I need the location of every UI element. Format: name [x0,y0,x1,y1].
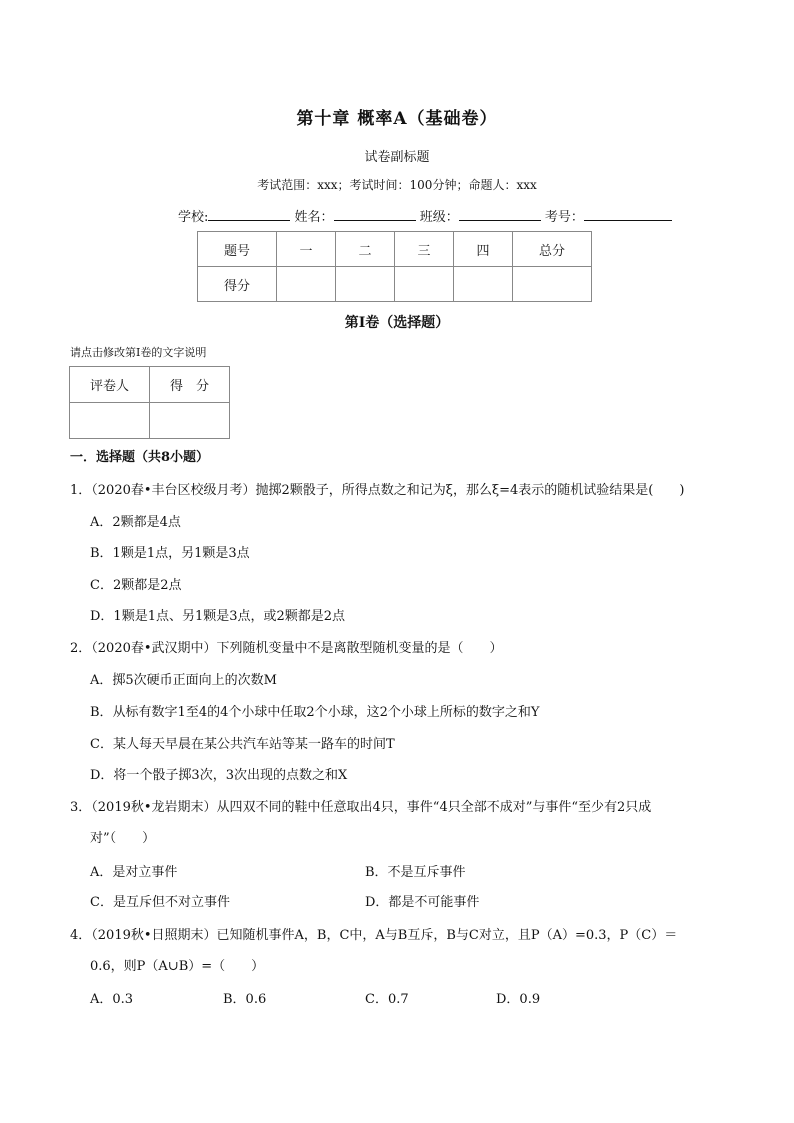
question-4-stem-line2: 0.6，则P（A∪B）=（ ） [90,959,265,974]
question-1-option-d: D．1颗是1点、另1颗是3点，或2颗都是2点 [90,609,346,624]
question-3-option-a: A．是对立事件 [90,865,178,880]
exam-info: 考试范围：xxx；考试时间：100分钟；命题人：xxx [257,178,537,192]
question-1-stem: 1．（2020春•丰台区校级月考）抛掷2颗骰子，所得点数之和记为ξ，那么ξ=4表示的随机试验结果是( ) [70,483,685,498]
score-header-cell: 题号 [198,232,277,267]
number-blank[interactable] [584,208,672,221]
part-heading: 一．选择题（共8小题） [70,450,210,465]
score-header-cell: 二 [336,232,395,267]
paper-subtitle: 试卷副标题 [364,150,430,165]
score-cell[interactable] [454,267,513,302]
question-2-option-b: B．从标有数字1至4的4个小球中任取2个小球，这2个小球上所标的数字之和Y [90,705,540,720]
question-1-option-c: C．2颗都是2点 [90,578,182,593]
school-label: 学校: [178,210,209,225]
question-1-option-b: B．1颗是1点，另1颗是3点 [90,546,250,561]
question-4-option-c: C．0.7 [365,992,409,1007]
score-header-cell: 总分 [513,232,592,267]
question-4-option-d: D．0.9 [496,992,541,1007]
score-header-cell: 一 [277,232,336,267]
section-note[interactable]: 请点击修改第I卷的文字说明 [70,346,207,359]
score-cell[interactable] [513,267,592,302]
score-header-row [198,232,592,267]
question-2-option-d: D．将一个骰子掷3次，3次出现的点数之和X [90,768,348,783]
question-2-option-c: C．某人每天早晨在某公共汽车站等某一路车的时间T [90,737,395,752]
class-blank[interactable] [459,208,541,221]
question-1-option-a: A．2颗都是4点 [90,515,181,530]
grader-score-label: 得 分 [150,367,230,403]
school-blank[interactable] [208,208,290,221]
section-title: 第I卷（选择题） [344,315,450,331]
question-3-option-b: B．不是互斥事件 [365,865,466,880]
question-3-option-d: D．都是不可能事件 [365,895,480,910]
score-header-cell: 四 [454,232,513,267]
name-blank[interactable] [334,208,416,221]
score-cell[interactable] [336,267,395,302]
name-label: 姓名： [294,210,334,225]
question-4-stem-line1: 4．（2019秋•日照期末）已知随机事件A，B，C中，A与B互斥，B与C对立，且P（A）=0.3，P（C）＝ [70,928,678,943]
grader-cell[interactable] [70,403,150,439]
question-2-stem: 2．（2020春•武汉期中）下列随机变量中不是离散型随机变量的是（ ） [70,641,503,656]
grader-score-cell[interactable] [150,403,230,439]
student-fields [178,206,672,225]
question-3-stem-line1: 3．（2019秋•龙岩期末）从四双不同的鞋中任意取出4只，事件“4只全部不成对”与事件“至少有2只成 [70,800,652,815]
score-row-label: 得分 [198,267,277,302]
question-3-stem-line2: 对”（ ） [90,831,156,846]
class-label: 班级： [419,210,459,225]
score-table [197,231,592,302]
grader-table [69,366,230,439]
score-cell[interactable] [277,267,336,302]
score-value-row [198,267,592,302]
question-2-option-a: A．掷5次硬币正面向上的次数M [90,673,277,688]
grader-label: 评卷人 [70,367,150,403]
question-4-option-a: A．0.3 [90,992,134,1007]
number-label: 考号： [544,210,584,225]
question-3-option-c: C．是互斥但不对立事件 [90,895,230,910]
score-header-cell: 三 [395,232,454,267]
paper-title: 第十章 概率A（基础卷） [296,109,498,129]
question-4-option-b: B．0.6 [223,992,267,1007]
score-cell[interactable] [395,267,454,302]
